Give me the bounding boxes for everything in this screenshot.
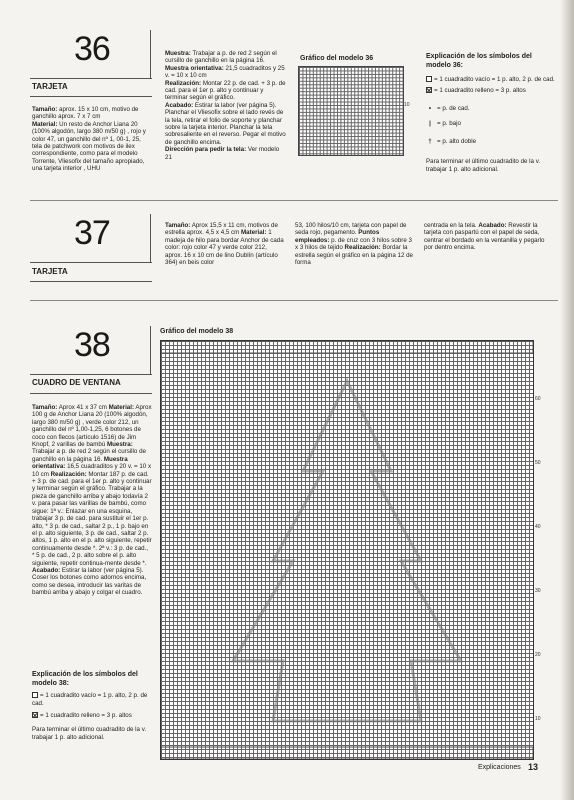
model-36-number: 36 bbox=[74, 30, 110, 68]
legend-text: = p. alto doble bbox=[437, 138, 477, 145]
legend-item bbox=[426, 138, 556, 146]
divider bbox=[150, 214, 151, 262]
model-38-legend-title: Explicación de los símbolos del modelo 38: bbox=[32, 671, 138, 687]
model-36-legend bbox=[426, 76, 556, 174]
tree-motif bbox=[161, 341, 533, 759]
model-37-col2: 53, 100 hilos/10 cm, tarjeta con papel de seda rojo, pegamento. Puntos empleados: p. de cruz con 3 hilos sobre 3 x 3 hilos de tejido Realización: Bordar la estrella según el gráfico en la página 12 de forma bbox=[295, 222, 413, 267]
single-crochet-icon: | bbox=[429, 120, 431, 127]
paragraph: Tamaño: aprox. 15 x 10 cm, motivo de ganchillo aprox. 7 x 7 cm bbox=[32, 106, 139, 121]
model-36-title: TARJETA bbox=[32, 82, 68, 91]
model-36-legend-title: Explicación de los símbolos del modelo 36: bbox=[426, 53, 532, 69]
tick-label: 60 bbox=[535, 396, 541, 402]
section-divider bbox=[30, 300, 558, 301]
legend-text: = p. bajo bbox=[437, 120, 461, 127]
empty-square-icon bbox=[32, 692, 38, 698]
tick-label: 50 bbox=[535, 460, 541, 466]
divider bbox=[30, 78, 152, 79]
tick-label: 40 bbox=[535, 524, 541, 530]
legend-note: Para terminar el último cuadradito de la v. trabajar 1 p. alto adicional. bbox=[426, 158, 541, 173]
model-36-chart bbox=[298, 66, 404, 156]
legend-text: = 1 cuadradito vacío = 1 p. alto, 2 p. de cad. bbox=[434, 76, 555, 83]
legend-item bbox=[32, 692, 152, 708]
legend-note: Para terminar el último cuadradito de la v. trabajar 1 p. alto adicional. bbox=[32, 726, 147, 741]
model-38-chart bbox=[160, 340, 534, 760]
divider bbox=[150, 326, 151, 374]
double-treble-icon: † bbox=[428, 138, 432, 145]
model-37-col3: centrada en la tela. Acabado: Revestir la tarjeta con paspartú con el papel de seda, centrar el bordado en la ventanilla y pegarlo por dentro encima. bbox=[424, 222, 545, 252]
legend-text: = 1 cuadradito vacío = 1 p. alto, 2 p. de cad. bbox=[32, 692, 148, 707]
footer-label: Explicaciones bbox=[478, 764, 521, 771]
divider bbox=[30, 393, 152, 394]
divider bbox=[30, 281, 152, 282]
model-36-tick: 10 bbox=[404, 102, 410, 108]
paragraph: Realización: Montar 22 p. de cad. + 3 p. de cad. para el 1er p. alto y continuar y terminar según el gráfico. bbox=[165, 79, 286, 102]
page-edge bbox=[560, 0, 574, 800]
legend-text: = 1 cuadradito relleno = 3 p. altos bbox=[434, 87, 526, 94]
section-divider bbox=[30, 200, 558, 201]
model-38-legend bbox=[32, 692, 152, 742]
model-38-title: CUADRO DE VENTANA bbox=[32, 378, 121, 387]
legend-text: = 1 cuadradito relleno = 3 p. altos bbox=[40, 712, 132, 719]
legend-item bbox=[426, 87, 556, 95]
model-37-title: TARJETA bbox=[32, 267, 68, 276]
filled-square-icon bbox=[32, 712, 38, 718]
model-38-instructions: Tamaño: Aprox 41 x 37 cm Material: Aprox 100 g de Anchor Liana 20 (100% algodón, largo 380 m/50 g) , verde color 212, un ganchillo del nº 1,00-1,25, 6 botones de coco con flecos (artículo 1516) de Jim Knopf, 2 varillas de bambú Muestra: Trabajar a p. de red 2 según el cursillo de ganchillo en la página 16. Muestra orientativa: 16,5 cuadraditos y 20 v. = 10 x 10 cm Realización: Montar 187 p. de cad. + 3 p. de cad. para el 1er p. alto y continuar y terminar según el gráfico. Trabajar a la pieza de ganchillo arriba y abajo todavía 2 v. para pasar las varillas de bambú, como sigue: 1ª v.: Enlazar en una esquina, trabajar 3 p. de cad. para sustituir el 1er p. alto, * 3 p. de cad., saltar 2 p., 1 p. bajo en el p. alto siguiente, 3 p. de cad., saltar 2 p. altos, 1 p. alto en el p. alto siguiente, repetir continuamente desde *. 2ª v.: 3 p. de cad., * 5 p. de cad., 2 p. alto sobre el p. alto siguiente, repetir continua-mente desde *. Acabado: Estirar la labor (ver página 5). Coser los botones como adornos encima, como se desea, introducir las varitas de bambú arriba y abajo y colgar el cuadro. bbox=[32, 404, 152, 597]
legend-item bbox=[426, 120, 556, 128]
filled-square-icon bbox=[426, 87, 432, 93]
page-number: 13 bbox=[528, 762, 539, 772]
model-36-graph-title: Gráfico del modelo 36 bbox=[300, 55, 374, 62]
model-38-graph-title: Gráfico del modelo 38 bbox=[160, 328, 234, 335]
tick-label: 30 bbox=[535, 588, 541, 594]
divider bbox=[150, 30, 151, 78]
model-37-number: 37 bbox=[74, 214, 110, 252]
divider bbox=[30, 96, 152, 97]
model-36-materials bbox=[32, 106, 152, 173]
legend-text: = p. de cad. bbox=[437, 105, 470, 112]
legend-item bbox=[426, 105, 556, 113]
legend-item bbox=[32, 712, 152, 720]
paragraph: Dirección para pedir la tela: Ver modelo 21 bbox=[165, 146, 280, 161]
paragraph: Muestra orientativa: 21,5 cuadraditos y 25 v. = 10 x 10 cm bbox=[165, 64, 285, 80]
model-37-col1: Tamaño: Aprox 15,5 x 11 cm, motivos de estrella aprox. 4,5 x 4,5 cm Material: 1 madeja de hilo para bordar Anchor de cada color: rojo color 47 y verde color 212, aprox. 16 x 10 cm de lino Dublín (artículo 364) en beis color bbox=[165, 222, 284, 267]
empty-square-icon bbox=[426, 76, 432, 82]
paragraph: Muestra: Trabajar a p. de red 2 según el cursillo de ganchillo en la página 16. bbox=[165, 50, 277, 65]
model-36-instructions bbox=[165, 50, 287, 161]
tick-label: 20 bbox=[535, 652, 541, 658]
divider bbox=[30, 262, 152, 263]
divider bbox=[30, 374, 152, 375]
tick-label: 10 bbox=[535, 716, 541, 722]
paragraph: Material: Un resto de Anchor Liana 20 (100% algodón, largo 380 m/50 g) , rojo y color 47, un ganchillo del nº 1, 00-1, 25, tela de patchwork con motivos de ilex correspondiente, como para el modelo Torrente, Vliesofix del tamaño apropiado, una tarjeta interior , UHU bbox=[32, 120, 146, 173]
model-38-number: 38 bbox=[74, 326, 110, 364]
paragraph: Acabado: Estirar la labor (ver página 5). Planchar el Vliesofix sobre el lado revés de la tela, retirar el folio de soporte y planchar sobre la tarjeta interior. Planchar la tela sobresaliente en el reverso. Pegar el motivo de ganchillo encima. bbox=[165, 101, 286, 146]
legend-item bbox=[426, 76, 556, 84]
chain-stitch-icon: • bbox=[428, 105, 432, 112]
